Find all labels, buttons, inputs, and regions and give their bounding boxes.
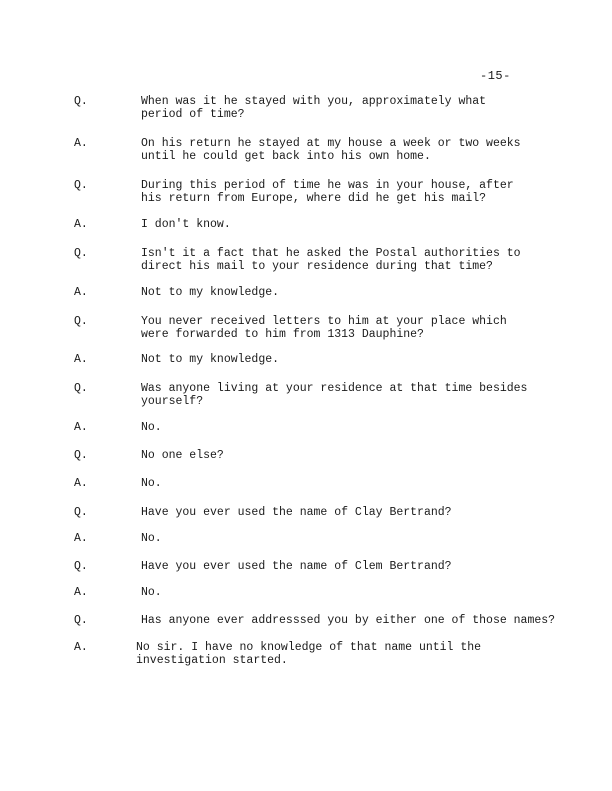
transcript-text: During this period of time he was in your house, after his return from Europe, where did he get his mail? bbox=[141, 179, 514, 205]
transcript-text: I don't know. bbox=[141, 218, 231, 231]
transcript-text: On his return he stayed at my house a week or two weeks until he could get back into his own home. bbox=[141, 137, 521, 163]
transcript-text: Was anyone living at your residence at that time besides yourself? bbox=[141, 382, 528, 408]
speaker-label: Q. bbox=[74, 179, 88, 192]
transcript-text: When was it he stayed with you, approximately what period of time? bbox=[141, 95, 487, 121]
speaker-label: A. bbox=[74, 421, 88, 434]
transcript-text: Have you ever used the name of Clem Bertrand? bbox=[141, 560, 452, 573]
transcript-text: Not to my knowledge. bbox=[141, 353, 280, 366]
speaker-label: A. bbox=[74, 532, 88, 545]
transcript-text: Has anyone ever addresssed you by either one of those names? bbox=[141, 614, 556, 627]
page-number: -15- bbox=[480, 69, 511, 83]
transcript-text: No sir. I have no knowledge of that name until the investigation started. bbox=[136, 641, 482, 667]
speaker-label: Q. bbox=[74, 247, 88, 260]
transcript-text: You never received letters to him at your place which were forwarded to him from 1313 Dauphine? bbox=[141, 315, 507, 341]
speaker-label: A. bbox=[74, 586, 88, 599]
transcript-text: Not to my knowledge. bbox=[141, 286, 280, 299]
speaker-label: A. bbox=[74, 137, 88, 150]
speaker-label: Q. bbox=[74, 614, 88, 627]
transcript-text: Have you ever used the name of Clay Bertrand? bbox=[141, 506, 452, 519]
speaker-label: A. bbox=[74, 477, 88, 490]
speaker-label: A. bbox=[74, 641, 88, 654]
speaker-label: Q. bbox=[74, 382, 88, 395]
speaker-label: Q. bbox=[74, 506, 88, 519]
speaker-label: Q. bbox=[74, 560, 88, 573]
transcript-text: No. bbox=[141, 532, 162, 545]
speaker-label: A. bbox=[74, 353, 88, 366]
speaker-label: Q. bbox=[74, 315, 88, 328]
transcript-text: No one else? bbox=[141, 449, 224, 462]
speaker-label: A. bbox=[74, 218, 88, 231]
speaker-label: Q. bbox=[74, 95, 88, 108]
transcript-text: No. bbox=[141, 477, 162, 490]
speaker-label: Q. bbox=[74, 449, 88, 462]
speaker-label: A. bbox=[74, 286, 88, 299]
transcript-text: No. bbox=[141, 586, 162, 599]
transcript-text: Isn't it a fact that he asked the Postal authorities to direct his mail to your residence during that time? bbox=[141, 247, 521, 273]
transcript-text: No. bbox=[141, 421, 162, 434]
